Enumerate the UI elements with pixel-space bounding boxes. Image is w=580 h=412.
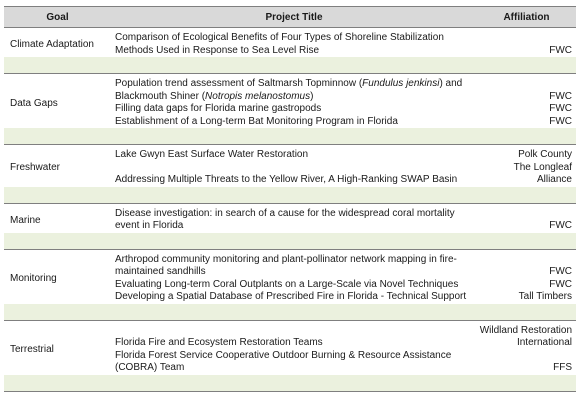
table-row — [111, 149, 576, 162]
affiliation-cell: Tall Timbers — [518, 291, 572, 302]
goal-cell: Freshwater — [10, 162, 61, 174]
project-title-cell: Arthropod community monitoring and plant-pollinator network mapping in fire-maintained sandhills — [115, 253, 457, 277]
group-items — [111, 325, 576, 375]
project-title-cell: Disease investigation: in search of a cause for the widespread coral mortality event in Florida — [115, 207, 455, 231]
goal-group — [4, 28, 576, 74]
goal-group — [4, 250, 576, 321]
group-body — [4, 78, 576, 128]
affiliation-cell: FWC — [549, 90, 572, 102]
table-row — [111, 291, 576, 304]
project-title-cell: Establishment of a Long-term Bat Monitoring Program in Florida — [115, 115, 398, 127]
group-spacer-band — [4, 304, 576, 320]
group-spacer-band — [4, 128, 576, 144]
project-title-cell: Florida Forest Service Cooperative Outdoor Burning & Resource Assistance (COBRA) Team — [115, 349, 452, 373]
affiliation-cell: Polk County — [518, 149, 572, 160]
goal-cell: Climate Adaptation — [10, 39, 94, 50]
table-row — [111, 279, 576, 292]
group-spacer-band — [4, 57, 576, 73]
group-items — [111, 32, 576, 57]
group-spacer-band — [4, 187, 576, 203]
table-row — [111, 78, 576, 103]
project-title-cell: Evaluating Long-term Coral Outplants on a Large-Scale via Novel Techniques — [115, 278, 459, 290]
table-row — [111, 254, 576, 279]
affiliation-cell: FWC — [549, 266, 572, 277]
goal-cell: Monitoring — [10, 273, 57, 284]
table-row — [111, 116, 576, 129]
project-title-cell: Florida Fire and Ecosystem Restoration Teams — [115, 337, 323, 348]
goal-cell: Marine — [10, 214, 41, 226]
project-title-cell: Filling data gaps for Florida marine gastropods — [115, 103, 322, 114]
goal-cell: Terrestrial — [10, 344, 54, 355]
project-title-cell: Developing a Spatial Database of Prescribed Fire in Florida - Technical Support — [115, 291, 467, 302]
affiliation-cell: FWC — [549, 44, 572, 56]
affiliation-cell: FWC — [549, 103, 572, 114]
affiliation-cell: FFS — [553, 362, 572, 373]
affiliation-cell: Wildland Restoration International — [479, 324, 572, 348]
group-items — [111, 254, 576, 304]
goal-group — [4, 145, 576, 204]
affiliation-cell: The Longleaf Alliance — [513, 161, 572, 185]
goal-cell: Data Gaps — [10, 97, 58, 109]
group-body — [4, 149, 576, 187]
projects-table — [4, 6, 576, 392]
project-title-cell: Addressing Multiple Threats to the Yellow River, A High-Ranking SWAP Basin — [115, 174, 458, 185]
project-title-cell: Population trend assessment of Saltmarsh Topminnow (Fundulus jenkinsi) and Blackmouth Shiner (Notropis melanostomus) — [115, 78, 463, 102]
table-body — [4, 28, 576, 392]
table-row — [111, 162, 576, 187]
group-spacer-band — [4, 233, 576, 249]
affiliation-cell: FWC — [549, 115, 572, 127]
table-row — [111, 208, 576, 233]
group-items — [111, 149, 576, 187]
header-project-title: Project Title — [265, 11, 323, 23]
project-title-cell: Lake Gwyn East Surface Water Restoration — [115, 149, 309, 160]
group-body — [4, 208, 576, 233]
table-header — [4, 6, 576, 28]
table-row — [111, 350, 576, 375]
group-items — [111, 78, 576, 128]
group-body — [4, 325, 576, 375]
table-row — [111, 325, 576, 350]
affiliation-cell: FWC — [549, 278, 572, 290]
goal-group — [4, 204, 576, 250]
group-spacer-band — [4, 375, 576, 391]
header-goal: Goal — [46, 11, 69, 23]
group-body — [4, 254, 576, 304]
group-items — [111, 208, 576, 233]
table-row — [111, 32, 576, 57]
group-body — [4, 32, 576, 57]
goal-group — [4, 74, 576, 145]
goal-group — [4, 321, 576, 392]
header-affiliation: Affiliation — [503, 11, 550, 23]
table-row — [111, 103, 576, 116]
project-title-cell: Comparison of Ecological Benefits of Four Types of Shoreline Stabilization Methods Used in Response to Sea Level Rise — [115, 32, 444, 56]
affiliation-cell: FWC — [549, 220, 572, 231]
